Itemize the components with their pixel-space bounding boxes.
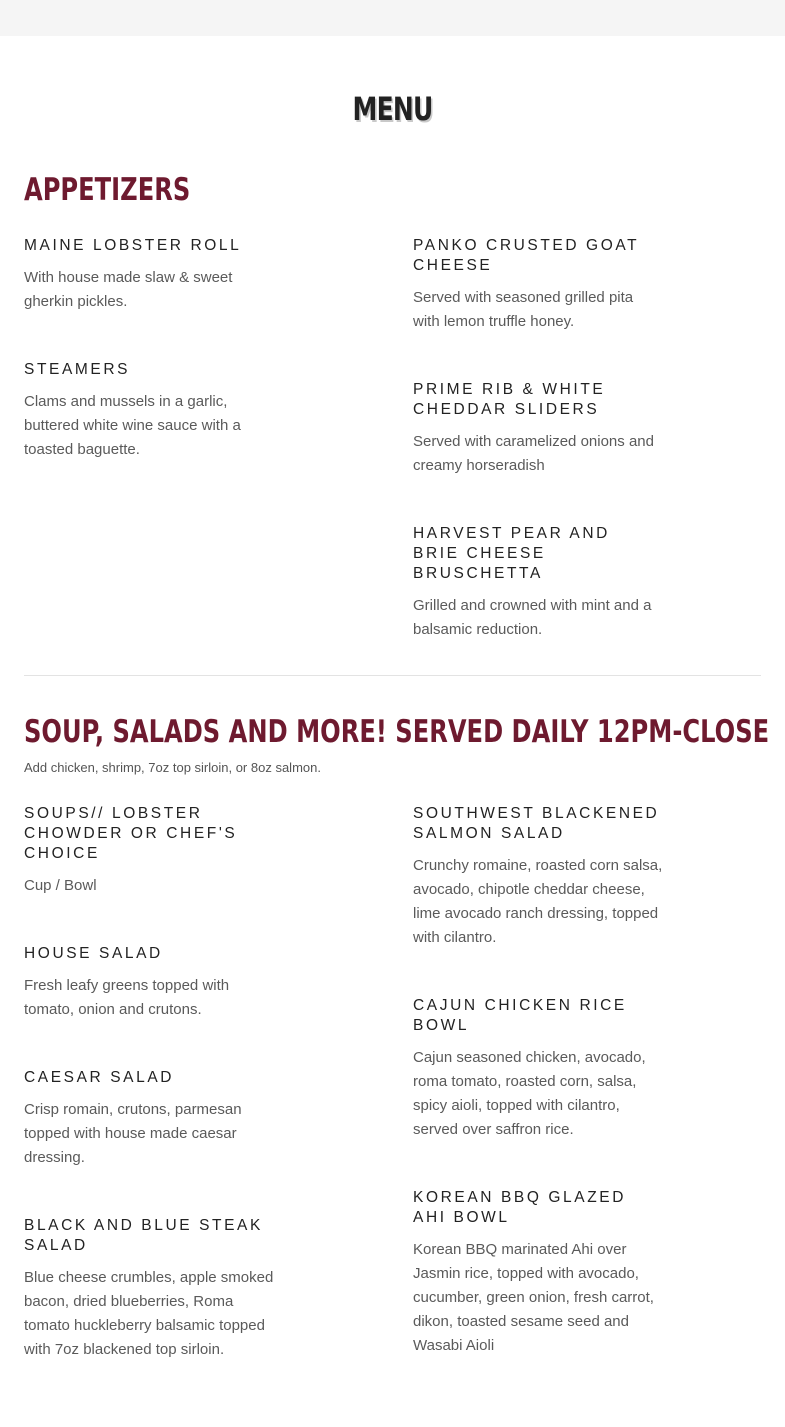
menu-item xyxy=(413,380,663,478)
menu-item-name: PANKO CRUSTED GOAT CHEESE xyxy=(413,237,639,274)
menu-item xyxy=(24,1068,274,1170)
section-note: Add chicken, shrimp, 7oz top sirloin, or 8oz salmon. xyxy=(24,760,321,775)
menu-item-description: Crisp romain, crutons, parmesan topped with house made caesar dressing. xyxy=(24,1101,242,1166)
page-title: MENU xyxy=(352,90,433,128)
menu-item-name: MAINE LOBSTER ROLL xyxy=(24,237,242,254)
menu-item xyxy=(413,524,663,642)
menu-item-name: BLACK AND BLUE STEAK SALAD xyxy=(24,1217,263,1254)
menu-item-description: Cajun seasoned chicken, avocado, roma tomato, roasted corn, salsa, spicy aioli, topped with cilantro, served over saffron rice. xyxy=(413,1049,646,1138)
menu-item-description: Clams and mussels in a garlic, buttered white wine sauce with a toasted baguette. xyxy=(24,393,241,458)
menu-item-name: STEAMERS xyxy=(24,361,131,378)
menu-item-description: Served with seasoned grilled pita with lemon truffle honey. xyxy=(413,289,634,330)
menu-item-description: Crunchy romaine, roasted corn salsa, avocado, chipotle cheddar cheese, lime avocado ranch dressing, topped with cilantro. xyxy=(413,857,663,946)
menu-item-description: Served with caramelized onions and creamy horseradish xyxy=(413,433,654,474)
menu-item xyxy=(413,1188,663,1358)
menu-item-description: With house made slaw & sweet gherkin pickles. xyxy=(24,269,233,310)
menu-item-name: PRIME RIB & WHITE CHEDDAR SLIDERS xyxy=(413,381,606,418)
menu-item-name: CAESAR SALAD xyxy=(24,1069,175,1086)
section-divider xyxy=(24,675,761,676)
section-title-appetizers: APPETIZERS xyxy=(24,172,191,208)
menu-item-name: HOUSE SALAD xyxy=(24,945,163,962)
menu-item xyxy=(413,996,663,1142)
menu-item xyxy=(24,804,274,898)
menu-item-description: Cup / Bowl xyxy=(24,877,97,894)
menu-item-description: Blue cheese crumbles, apple smoked bacon, dried blueberries, Roma tomato huckleberry balsamic topped with 7oz blackened top sirloin. xyxy=(24,1269,274,1358)
menu-item xyxy=(24,236,274,314)
menu-item-name: SOUPS// LOBSTER CHOWDER OR CHEF'S CHOICE xyxy=(24,805,238,862)
menu-item xyxy=(24,944,274,1022)
menu-item-description: Korean BBQ marinated Ahi over Jasmin rice, topped with avocado, cucumber, green onion, fresh carrot, dikon, toasted sesame seed and Wasabi Aioli xyxy=(413,1241,654,1354)
section-title-soup-salads: SOUP, SALADS AND MORE! SERVED DAILY 12PM-CLOSE xyxy=(24,714,770,750)
menu-item xyxy=(413,236,663,334)
menu-item xyxy=(24,1216,274,1362)
menu-item-name: SOUTHWEST BLACKENED SALMON SALAD xyxy=(413,805,660,842)
menu-item-name: KOREAN BBQ GLAZED AHI BOWL xyxy=(413,1189,627,1226)
menu-item xyxy=(24,360,274,462)
menu-item-description: Fresh leafy greens topped with tomato, onion and crutons. xyxy=(24,977,230,1018)
top-bar xyxy=(0,0,785,36)
menu-item xyxy=(413,804,663,950)
menu-item-name: HARVEST PEAR AND BRIE CHEESE BRUSCHETTA xyxy=(413,525,610,582)
menu-item-description: Grilled and crowned with mint and a balsamic reduction. xyxy=(413,597,652,638)
menu-item-name: CAJUN CHICKEN RICE BOWL xyxy=(413,997,627,1034)
